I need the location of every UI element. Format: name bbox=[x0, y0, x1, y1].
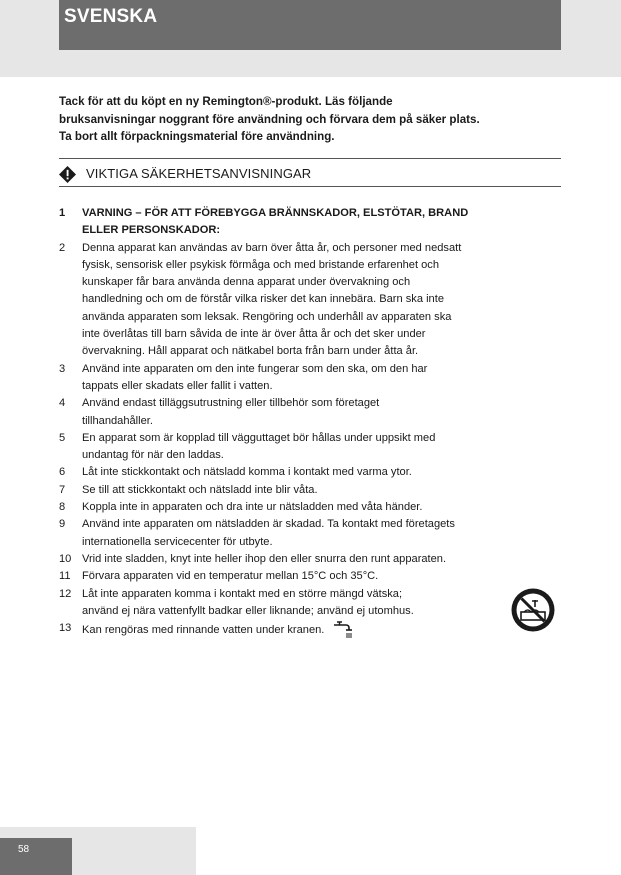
safety-instructions-list bbox=[59, 205, 561, 640]
item-line-text: Vrid inte sladden, knyt inte heller ihop den eller snurra den runt apparaten. bbox=[82, 552, 447, 565]
item-number: 8 bbox=[59, 501, 66, 514]
item-line-text: Se till att stickkontakt och nätsladd inte blir våta. bbox=[82, 483, 318, 496]
item-line-text: ELLER PERSONSKADOR: bbox=[82, 224, 221, 237]
list-item bbox=[59, 551, 561, 568]
item-line bbox=[82, 240, 561, 257]
item-line-text: kunskaper får bara använda denna apparat under övervakning och bbox=[82, 276, 411, 289]
item-line-text: Denna apparat kan användas av barn över åtta år, och personer med nedsatt bbox=[82, 241, 462, 254]
list-item bbox=[59, 361, 561, 396]
item-line-text: tappats eller skadats eller fallit i vatten. bbox=[82, 379, 273, 392]
item-line bbox=[82, 309, 561, 326]
list-item bbox=[59, 482, 561, 499]
item-line-text: Låt inte stickkontakt och nätsladd komma i kontakt med varma ytor. bbox=[82, 466, 412, 479]
item-line bbox=[82, 603, 561, 620]
item-line-text: använd ej nära vattenfyllt badkar eller liknande; använd ej utomhus. bbox=[82, 604, 414, 617]
item-number: 9 bbox=[59, 518, 66, 531]
running-water-tap-icon bbox=[332, 620, 354, 640]
item-text bbox=[82, 499, 561, 516]
item-line bbox=[82, 430, 561, 447]
item-line bbox=[82, 482, 561, 499]
item-line bbox=[82, 222, 561, 239]
item-number: 1 bbox=[59, 207, 66, 219]
item-line-text: övervakning. Håll apparat och nätkabel borta från barn under åtta år. bbox=[82, 345, 419, 358]
item-number: 6 bbox=[59, 466, 66, 479]
item-line bbox=[82, 257, 561, 274]
item-number: 7 bbox=[59, 483, 66, 496]
item-number: 11 bbox=[59, 570, 71, 583]
item-line bbox=[82, 291, 561, 308]
item-text bbox=[82, 464, 561, 481]
page-number: 58 bbox=[18, 844, 30, 855]
item-line bbox=[82, 447, 561, 464]
warning-diamond-icon bbox=[59, 166, 76, 183]
item-line bbox=[82, 516, 561, 533]
item-line bbox=[82, 395, 561, 412]
item-line-text: Förvara apparaten vid en temperatur mellan 15°C och 35°C. bbox=[82, 570, 379, 583]
item-line bbox=[82, 413, 561, 430]
item-line-text: Använd inte apparaten om den inte fungerar som den ska, om den har bbox=[82, 362, 428, 375]
item-line-text: inte överlåtas till barn såvida de inte är över åtta år och det sker under bbox=[82, 328, 426, 341]
item-line bbox=[82, 620, 561, 640]
item-line bbox=[82, 361, 561, 378]
item-line-text: Kan rengöras med rinnande vatten under kranen. bbox=[82, 624, 325, 637]
intro-line: bruksanvisningar noggrant före användning och förvara dem på säker plats. bbox=[59, 112, 480, 126]
item-line-text: En apparat som är kopplad till vägguttaget bör hållas under uppsikt med bbox=[82, 431, 436, 444]
list-item bbox=[59, 620, 561, 640]
item-line-text: Använd endast tilläggsutrustning eller tillbehör som företaget bbox=[82, 397, 380, 410]
page-number-box bbox=[0, 838, 72, 875]
item-text bbox=[82, 240, 561, 361]
list-item bbox=[59, 395, 561, 430]
list-item bbox=[59, 499, 561, 516]
intro-line: Tack för att du köpt en ny Remington®-produkt. Läs följande bbox=[59, 95, 393, 108]
item-text bbox=[82, 361, 561, 396]
item-line bbox=[82, 586, 561, 603]
item-line-text: använda apparaten som leksak. Rengöring och underhåll av apparaten ska bbox=[82, 310, 452, 323]
item-text bbox=[82, 430, 561, 465]
list-item bbox=[59, 586, 561, 621]
item-line bbox=[82, 378, 561, 395]
item-number: 12 bbox=[59, 587, 72, 600]
item-text bbox=[82, 395, 561, 430]
item-line-text: Låt inte apparaten komma i kontakt med en större mängd vätska; bbox=[82, 587, 403, 600]
item-text bbox=[82, 482, 561, 499]
list-item bbox=[59, 464, 561, 481]
item-line-text: internationella servicecenter för utbyte. bbox=[82, 535, 273, 548]
item-text bbox=[82, 568, 561, 585]
item-line bbox=[82, 551, 561, 568]
language-title: SVENSKA bbox=[64, 6, 158, 27]
intro-paragraph bbox=[59, 93, 561, 146]
item-text bbox=[82, 620, 561, 640]
item-line bbox=[82, 568, 561, 585]
item-line bbox=[82, 499, 561, 516]
item-number: 2 bbox=[59, 241, 66, 254]
item-number: 13 bbox=[59, 622, 72, 635]
item-line bbox=[82, 205, 561, 222]
no-bathtub-icon bbox=[511, 588, 555, 632]
item-line-text: handledning och om de förstår vilka risker det kan innebära. Barn ska inte bbox=[82, 293, 444, 306]
item-number: 4 bbox=[59, 397, 66, 410]
section-title: VIKTIGA SÄKERHETSANVISNINGAR bbox=[86, 166, 312, 181]
item-text bbox=[82, 586, 561, 621]
section-rule-top bbox=[59, 158, 561, 159]
section-rule-bottom bbox=[59, 186, 561, 187]
item-line bbox=[82, 534, 561, 551]
item-line-text: fysisk, sensorisk eller psykisk förmåga och med bristande erfarenhet och bbox=[82, 258, 440, 271]
item-line-text: Använd inte apparaten om nätsladden är skadad. Ta kontakt med företagets bbox=[82, 518, 455, 531]
item-line-text: undantag för när den laddas. bbox=[82, 449, 224, 462]
item-number: 3 bbox=[59, 362, 66, 375]
list-item bbox=[59, 516, 561, 551]
list-item bbox=[59, 240, 561, 361]
item-text bbox=[82, 205, 561, 240]
intro-line: Ta bort allt förpackningsmaterial före användning. bbox=[59, 130, 335, 143]
item-number: 10 bbox=[59, 552, 72, 565]
list-item bbox=[59, 205, 561, 240]
item-line-text: Koppla inte in apparaten och dra inte ur nätsladden med våta händer. bbox=[82, 501, 423, 514]
item-number: 5 bbox=[59, 431, 66, 444]
list-item bbox=[59, 430, 561, 465]
item-line bbox=[82, 343, 561, 360]
item-line-text: tillhandahåller. bbox=[82, 414, 153, 427]
item-text bbox=[82, 551, 561, 568]
item-line bbox=[82, 326, 561, 343]
item-text bbox=[82, 516, 561, 551]
item-line bbox=[82, 274, 561, 291]
item-line-text: VARNING – FÖR ATT FÖREBYGGA BRÄNNSKADOR, ELSTÖTAR, BRAND bbox=[82, 207, 469, 219]
list-item bbox=[59, 568, 561, 585]
item-line bbox=[82, 464, 561, 481]
